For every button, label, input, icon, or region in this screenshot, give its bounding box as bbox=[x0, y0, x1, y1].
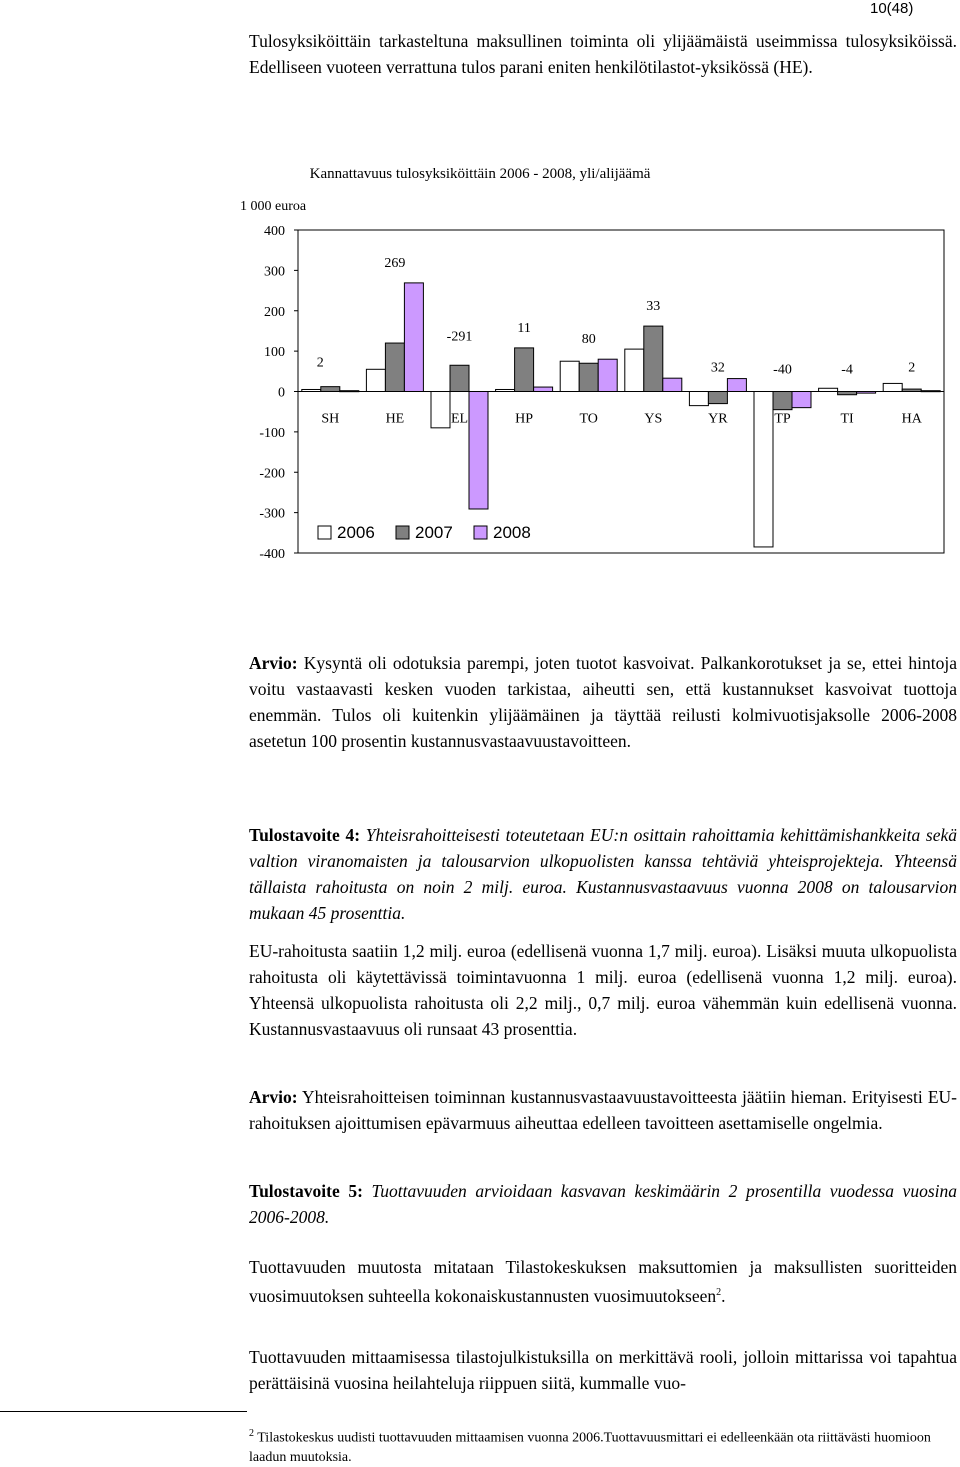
bar-2006-YR bbox=[689, 392, 708, 406]
arvio-label: Arvio: bbox=[249, 653, 298, 673]
footnote bbox=[249, 1424, 954, 1467]
bar-2008-TP bbox=[792, 392, 811, 408]
bar-2007-EL bbox=[450, 365, 469, 391]
footnote-ref: 2 bbox=[716, 1287, 722, 1298]
y-tick-label: -200 bbox=[259, 466, 285, 482]
arvio2-text: Yhteisrahoitteisen toiminnan kustannusvastaavuustavoitteesta jäätiin hieman. Erityisesti EU-rahoituksen ajoittumisen epävarmuus aiheuttaa edelleen tavoitteen asettamiselle ongelmia. bbox=[249, 1087, 957, 1133]
intro-paragraph: Tulosyksiköittäin tarkasteltuna maksullinen toiminta oli ylijäämäistä useimmissa tulosyksiköissä. Edelliseen vuoteen verrattuna tulos parani eniten henkilötilastot-yksikössä (HE). bbox=[249, 31, 957, 77]
goal4-paragraph bbox=[249, 822, 957, 926]
productivity-end: . bbox=[721, 1285, 726, 1306]
data-label: 32 bbox=[710, 360, 725, 376]
bar-2007-HE bbox=[385, 343, 404, 391]
bar-2006-TP bbox=[754, 392, 773, 547]
data-label: 33 bbox=[646, 299, 661, 315]
bar-2006-YS bbox=[625, 349, 644, 391]
eu-funding-paragraph: EU-rahoitusta saatiin 1,2 milj. euroa (edellisenä vuonna 1,7 milj. euroa). Lisäksi muuta ulkopuolista rahoitusta oli käytettävissä toimintavuonna 1 milj. euroa (edellisenä vuonna 1,2 milj. euroa). Yhteensä ulkopuolista rahoitusta oli 2,2 milj., 0,7 milj. euroa vähemmän kuin edellisenä vuonna. Kustannusvastaavuus oli runsaat 43 prosenttia. bbox=[249, 941, 957, 1039]
y-tick-label: -400 bbox=[259, 547, 285, 562]
arvio2-label: Arvio: bbox=[249, 1087, 298, 1107]
legend-label-2008: 2008 bbox=[493, 523, 531, 542]
goal5-text: Tuottavuuden arvioidaan kasvavan keskimäärin 2 prosentilla vuodessa vuosina 2006-2008. bbox=[249, 1181, 957, 1227]
bar-2007-TI bbox=[838, 392, 857, 395]
bar-2008-EL bbox=[469, 392, 488, 509]
bar-2008-YS bbox=[663, 378, 682, 391]
legend-swatch-2006 bbox=[318, 526, 331, 539]
data-label: 80 bbox=[581, 332, 596, 348]
y-tick-label: 400 bbox=[264, 224, 285, 239]
y-tick-label: 100 bbox=[264, 345, 285, 361]
bar-2008-SH bbox=[340, 391, 359, 392]
y-tick-label: 200 bbox=[264, 304, 285, 320]
bar-2007-HP bbox=[515, 348, 534, 392]
bar-2007-TO bbox=[579, 363, 598, 391]
productivity-text: Tuottavuuden muutosta mitataan Tilastokeskuksen maksuttomien ja maksullisten suoritteiden vuosimuutoksen suhteella kokonaiskustannusten vuosimuutokseen bbox=[249, 1257, 957, 1306]
bar-2007-SH bbox=[321, 387, 340, 392]
goal4-label: Tulostavoite 4: bbox=[249, 825, 361, 845]
chart-title: Kannattavuus tulosyksiköittäin 2006 - 2008, yli/alijäämä bbox=[309, 166, 651, 182]
y-tick-label: -300 bbox=[259, 506, 285, 522]
bar-2007-TP bbox=[773, 392, 792, 410]
bar-2006-HE bbox=[366, 369, 385, 391]
data-label: 269 bbox=[384, 255, 406, 271]
bar-2007-YR bbox=[708, 392, 727, 404]
y-tick-label: 300 bbox=[264, 264, 285, 280]
bar-2007-YS bbox=[644, 326, 663, 391]
footnote-separator bbox=[0, 1411, 247, 1412]
bar-2006-SH bbox=[302, 389, 321, 391]
y-tick-label: -100 bbox=[259, 425, 285, 441]
bar-2008-YR bbox=[727, 379, 746, 392]
data-label: 2 bbox=[316, 355, 324, 371]
data-label: 11 bbox=[517, 320, 531, 336]
bar-2006-TI bbox=[819, 388, 838, 391]
data-label: -40 bbox=[773, 362, 792, 378]
bar-2006-TO bbox=[560, 361, 579, 391]
footnote-marker: 2 bbox=[249, 1428, 254, 1439]
footnote-text: Tilastokeskus uudisti tuottavuuden mittaamisen vuonna 2006.Tuottavuusmittari ei edelleenkään ota riittävästi huomioon laadun muutoksia. bbox=[249, 1430, 931, 1465]
x-tick-label: SH bbox=[321, 411, 340, 427]
data-label: 2 bbox=[908, 360, 916, 376]
bar-2008-HE bbox=[404, 283, 423, 392]
data-label: -4 bbox=[841, 362, 853, 378]
bar-2006-EL bbox=[431, 392, 450, 428]
goal5-paragraph bbox=[249, 1178, 957, 1230]
last-paragraph: Tuottavuuden mittaamisessa tilastojulkistuksilla on merkittävä rooli, jolloin mittarissa voi tapahtua perättäisinä vuosina heilahteluja riippuen siitä, kummalle vuo- bbox=[249, 1347, 957, 1393]
legend-label-2007: 2007 bbox=[415, 523, 453, 542]
legend-swatch-2007 bbox=[396, 526, 409, 539]
x-tick-label: HE bbox=[385, 411, 405, 427]
x-tick-label: TO bbox=[579, 411, 598, 427]
bar-2006-HA bbox=[883, 383, 902, 391]
goal4-text: Yhteisrahoitteisesti toteutetaan EU:n osittain rahoittamia kehittämishankkeita sekä valtion viranomaisten ja talousarvion ulkopuolisten kanssa tehtäviä yhteisprojekteja. Yhteensä tällaista rahoitusta on noin 2 milj. euroa. Kustannusvastaavuus vuonna 2008 on talousarvion mukaan 45 prosenttia. bbox=[249, 825, 957, 923]
profitability-chart bbox=[0, 150, 960, 570]
arvio-text: Kysyntä oli odotuksia parempi, joten tuotot kasvoivat. Palkankorotukset ja se, ettei hintoja voitu vastaavasti kesken vuoden tarkistaa, aiheutti sen, että kustannukset kasvoivat tuottoja enemmän. Tulos oli kuitenkin ylijäämäinen ja täyttää reilusti kolmivuotisjaksolle 2006-2008 asetetun 100 prosentin kustannusvastaavuustavoitteen. bbox=[249, 653, 957, 751]
bar-2008-HP bbox=[534, 387, 553, 391]
bar-2008-TO bbox=[598, 359, 617, 391]
bar-2008-HA bbox=[921, 391, 940, 392]
x-tick-label: HA bbox=[901, 411, 922, 427]
x-tick-label: YR bbox=[708, 411, 728, 427]
x-tick-label: HP bbox=[515, 411, 534, 427]
bar-2007-HA bbox=[902, 389, 921, 391]
legend-swatch-2008 bbox=[474, 526, 487, 539]
data-label: -291 bbox=[446, 329, 473, 345]
x-tick-label: YS bbox=[644, 411, 663, 427]
unit-label: 1 000 euroa bbox=[240, 199, 307, 214]
y-tick-label: 0 bbox=[278, 385, 285, 401]
legend-label-2006: 2006 bbox=[337, 523, 375, 542]
x-tick-label: TP bbox=[774, 411, 791, 427]
arvio-paragraph-1 bbox=[249, 650, 957, 754]
productivity-paragraph bbox=[249, 1254, 957, 1309]
bar-2008-TI bbox=[857, 392, 876, 394]
bar-2006-HP bbox=[496, 389, 515, 391]
x-tick-label: EL bbox=[450, 411, 469, 427]
goal5-label: Tulostavoite 5: bbox=[249, 1181, 363, 1201]
x-tick-label: TI bbox=[840, 411, 854, 427]
arvio-paragraph-2 bbox=[249, 1084, 957, 1136]
page-number: 10(48) bbox=[870, 0, 914, 17]
